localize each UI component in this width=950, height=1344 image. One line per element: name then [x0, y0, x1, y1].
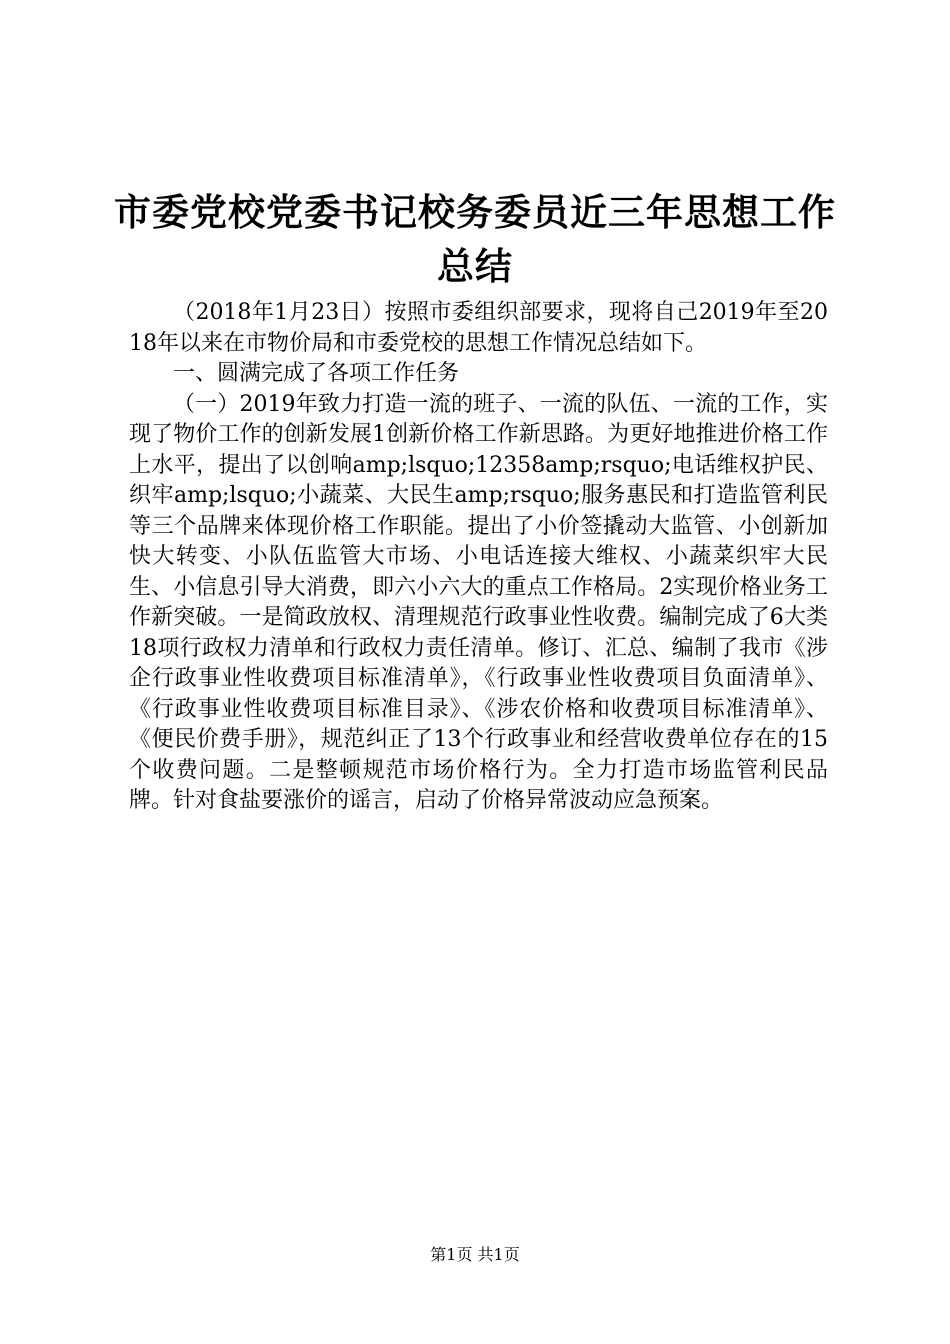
- section-heading: 一、圆满完成了各项工作任务: [173, 361, 460, 386]
- page-footer: 第1页 共1页: [430, 1245, 520, 1264]
- intro-paragraph: （2018年1月23日）按照市委组织部要求，现将自己2019年至2018年以来在市物价局和市委党校的思想工作情况总结如下。: [129, 300, 828, 356]
- document-title: 市委党校党委书记校务委员近三年思想工作总结: [114, 190, 836, 288]
- document-body: [129, 298, 828, 817]
- body-paragraph: （一）2019年致力打造一流的班子、一流的队伍、一流的工作，实现了物价工作的创新发展1创新价格工作新思路。为更好地推进价格工作上水平，提出了以创响amp;lsquo;12358amp;rsquo;电话维权护民、织牢amp;lsquo;小蔬菜、大民生amp;rsquo;服务惠民和打造监管利民等三个品牌来体现价格工作职能。提出了小价签撬动大监管、小创新加快大转变、小队伍监管大市场、小电话连接大维权、小蔬菜织牢大民生、小信息引导大消费，即六小六大的重点工作格局。2实现价格业务工作新突破。一是简政放权、清理规范行政事业性收费。编制完成了6大类18项行政权力清单和行政权力责任清单。修订、汇总、编制了我市《涉企行政事业性收费项目标准清单》，《行政事业性收费项目负面清单》、《行政事业性收费项目标准目录》、《涉农价格和收费项目标准清单》、《便民价费手册》，规范纠正了13个行政事业和经营收费单位存在的15个收费问题。二是整顿规范市场价格行为。全力打造市场监管利民品牌。针对食盐要涨价的谣言，启动了价格异常波动应急预案。: [129, 391, 828, 813]
